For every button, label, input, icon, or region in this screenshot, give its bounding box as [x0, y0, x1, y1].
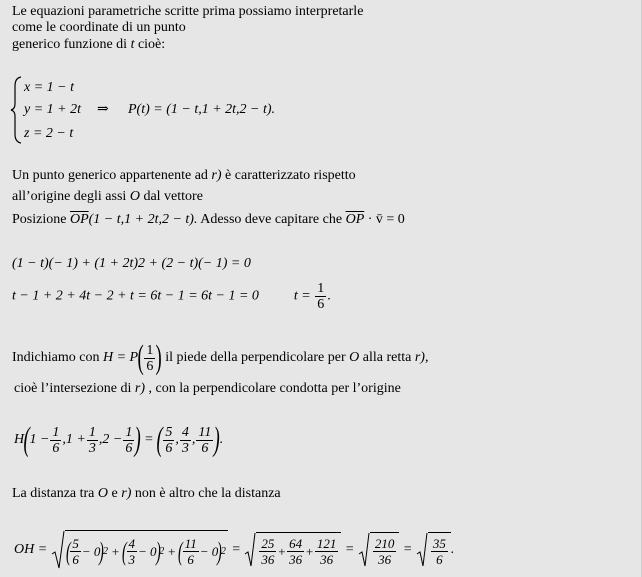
- oh-formula: [14, 530, 454, 570]
- h-paren-close: ): [134, 421, 142, 458]
- point-text-3a: Posizione: [12, 212, 67, 227]
- distance-b: e: [111, 486, 118, 501]
- calc-line-2: [12, 281, 331, 312]
- a-paren-open: (: [65, 536, 71, 566]
- b-minus: − 0: [138, 543, 157, 559]
- plus-4: +: [305, 543, 314, 559]
- calc-line-1: (1 − t)(− 1) + (1 + 2t)2 + (2 − t)(− 1) = 0: [12, 256, 251, 271]
- h-res-3-den: 6: [201, 440, 209, 456]
- distance-var-o: O: [97, 486, 109, 501]
- foot-var-r: r): [414, 350, 425, 366]
- h-equals: =: [144, 432, 154, 448]
- t-frac-num: 1: [317, 281, 325, 296]
- h-period: .: [219, 432, 224, 448]
- h-equals-p: H = P: [102, 350, 139, 366]
- vector-op-cond: $\overline{OP}$: [345, 212, 365, 227]
- point-text-2b: dal vettore: [143, 189, 203, 204]
- foot-2a: cioè l’intersezione di: [14, 381, 132, 396]
- foot-frac-den: 6: [146, 358, 154, 374]
- h-res-2-num: 4: [181, 424, 189, 440]
- h-res-paren-open: (: [156, 421, 163, 458]
- h-part-3: ,2 −: [98, 432, 123, 448]
- vector-op-args: (1 − t,1 + 2t,2 − t).: [88, 212, 198, 227]
- h-part-1: 1 −: [29, 432, 50, 448]
- sqrt-radical-icon-4: [416, 532, 428, 568]
- h-res-1-den: 6: [165, 440, 173, 456]
- t-fraction: [315, 281, 326, 312]
- plus-3: +: [277, 543, 287, 559]
- foot-var-r2: r): [134, 381, 146, 396]
- oh-eq-2: =: [344, 542, 355, 558]
- distance-var-r: r): [121, 486, 132, 501]
- h-frac-1: [50, 425, 61, 456]
- calc-line-2-expr: t − 1 + 2 + 4t − 2 + t = 6t − 1 = 6t − 1 = 0: [12, 288, 259, 304]
- s3-num: 121: [316, 536, 337, 551]
- intro-line-3: [12, 37, 165, 53]
- h-res-3-num: 11: [198, 424, 212, 440]
- intro-line-3-a: generico funzione di: [12, 37, 128, 52]
- h-res-frac-2: [180, 425, 191, 456]
- plus-1: +: [111, 543, 120, 559]
- b-den: 3: [128, 552, 135, 567]
- b-paren-close: ): [155, 536, 161, 566]
- point-p-of-t: P(t) = (1 − t,1 + 2t,2 − t).: [128, 102, 276, 117]
- c-frac: [183, 536, 199, 567]
- system-eq-2: y = 1 + 2t: [24, 102, 81, 117]
- s2-num: 64: [289, 536, 303, 551]
- h-point-line: H(1 − $\frac{1}{6}$ ,1 + $\frac{1}{3}$ ,2 − $\frac{1}{6}$ ) = ( $\frac{5}{6}$ , $\frac{4}{3}$ , $\frac{11}{6}$ ).: [14, 421, 224, 458]
- a-den: 6: [72, 552, 79, 567]
- sqrt-radical-icon-2: [244, 532, 256, 568]
- c-num: 11: [184, 536, 197, 551]
- foot-fraction: [144, 343, 155, 374]
- b-frac: [127, 536, 138, 567]
- point-text-line-1: [12, 168, 356, 184]
- point-text-3b: Adesso deve capitare che: [200, 212, 343, 227]
- s3-frac: [315, 536, 339, 567]
- s5-den: 6: [436, 552, 443, 567]
- t-period: .: [327, 288, 331, 304]
- vector-op: $\overline{OP}$: [69, 212, 89, 227]
- intro-var-t: t: [130, 37, 135, 52]
- s1-den: 36: [261, 552, 275, 567]
- distance-line: [12, 486, 281, 502]
- distance-a: La distanza tra: [12, 486, 95, 501]
- point-text-var-r: r): [211, 168, 222, 183]
- sqrt-radical-icon-3: [358, 532, 370, 568]
- s2-frac: [287, 536, 304, 567]
- oh-sqrt-2-body: [256, 532, 341, 568]
- c-den: 6: [187, 552, 194, 567]
- oh-eq-1: =: [231, 542, 241, 558]
- h-res-2-den: 3: [181, 440, 189, 456]
- foot-var-o: O: [349, 350, 360, 366]
- b-paren-open: (: [121, 536, 127, 566]
- h-label: H: [14, 432, 25, 448]
- foot-line-2: [14, 381, 401, 397]
- oh-sqrt-3-body: [370, 532, 400, 568]
- s3-den: 36: [320, 552, 334, 567]
- oh-period: .: [450, 542, 455, 558]
- h-frac-1-num: 1: [52, 424, 60, 440]
- left-brace-icon: [10, 76, 24, 144]
- h-res-1-num: 5: [165, 424, 173, 440]
- plus-2: +: [167, 543, 176, 559]
- h-res-frac-1: [163, 425, 174, 456]
- distance-c: non è altro che la distanza: [134, 486, 281, 501]
- s5-num: 35: [432, 536, 446, 551]
- paren-open: (: [137, 339, 144, 376]
- b-num: 4: [128, 536, 135, 551]
- c-minus: − 0: [199, 543, 219, 559]
- h-part-2: ,1 +: [62, 432, 86, 448]
- point-text-1b: è caratterizzato rispetto: [225, 168, 356, 183]
- foot-2b: , con la perpendicolare condotta per l’origine: [148, 381, 401, 396]
- foot-1c: alla retta: [362, 350, 412, 366]
- h-frac-2-den: 3: [88, 440, 96, 456]
- oh-sqrt-3: [358, 532, 400, 568]
- h-frac-2-num: 1: [88, 424, 96, 440]
- h-frac-1-den: 6: [52, 440, 60, 456]
- h-frac-3-num: 1: [125, 424, 133, 440]
- h-paren-open: (: [23, 421, 30, 458]
- foot-1b: il piede della perpendicolare per: [165, 350, 346, 366]
- a-paren-close: ): [99, 536, 105, 566]
- point-text-2a: all’origine degli assi: [12, 189, 127, 204]
- s4-frac: [373, 536, 397, 567]
- h-frac-3-den: 6: [125, 440, 133, 456]
- foot-frac-num: 1: [146, 342, 154, 358]
- oh-label: OH =: [14, 542, 48, 558]
- system-eq-3: z = 2 − t: [24, 126, 74, 141]
- intro-line-1: Le equazioni parametriche scritte prima possiamo interpretarle: [12, 4, 364, 19]
- oh-sqrt-4-body: [428, 532, 451, 568]
- s2-den: 36: [289, 552, 303, 567]
- oh-sqrt-4: [416, 532, 451, 568]
- sqrt-radical-icon: [51, 530, 65, 570]
- h-res-frac-3: [196, 425, 213, 456]
- a-minus: − 0: [81, 543, 101, 559]
- paren-close: ): [155, 339, 163, 376]
- h-frac-2: [87, 425, 98, 456]
- point-text-1a: Un punto generico appartenente ad: [12, 168, 208, 183]
- c-paren-open: (: [177, 536, 183, 566]
- h-res-paren-close: ): [213, 421, 221, 458]
- c-paren-close: ): [217, 536, 222, 566]
- dot-condition: · v̄ = 0: [367, 212, 405, 227]
- a-frac: [70, 536, 81, 567]
- s4-num: 210: [374, 536, 395, 551]
- t-frac-den: 6: [317, 297, 325, 312]
- point-text-line-2: [12, 189, 203, 205]
- foot-1a: Indichiamo con: [12, 350, 100, 366]
- s5-frac: [431, 536, 448, 567]
- system-eq-1: x = 1 − t: [24, 80, 74, 95]
- h-frac-3: [123, 425, 134, 456]
- oh-sqrt-main: [51, 530, 228, 570]
- s1-frac: [259, 536, 276, 567]
- point-text-line-3: [12, 212, 405, 228]
- foot-1d: ,: [424, 350, 429, 366]
- foot-line-1: [12, 341, 428, 375]
- t-equals: t =: [293, 288, 311, 304]
- s4-den: 36: [378, 552, 392, 567]
- s1-num: 25: [261, 536, 275, 551]
- point-text-var-o: O: [129, 189, 140, 204]
- oh-eq-3: =: [402, 542, 413, 558]
- a-num: 5: [72, 536, 79, 551]
- oh-sqrt-2: [244, 532, 341, 568]
- oh-sqrt-body: ( $\frac{5}{6}$ − 0 ) 2 + ( $\frac{4}{3}$ − 0 ) 2 + ( $\frac{11}{6}$ − 0 ) 2: [65, 530, 228, 570]
- intro-line-2: come le coordinate di un punto: [12, 20, 186, 35]
- intro-line-3-b: cioè:: [137, 37, 166, 52]
- implies-symbol: ⇒: [97, 102, 109, 117]
